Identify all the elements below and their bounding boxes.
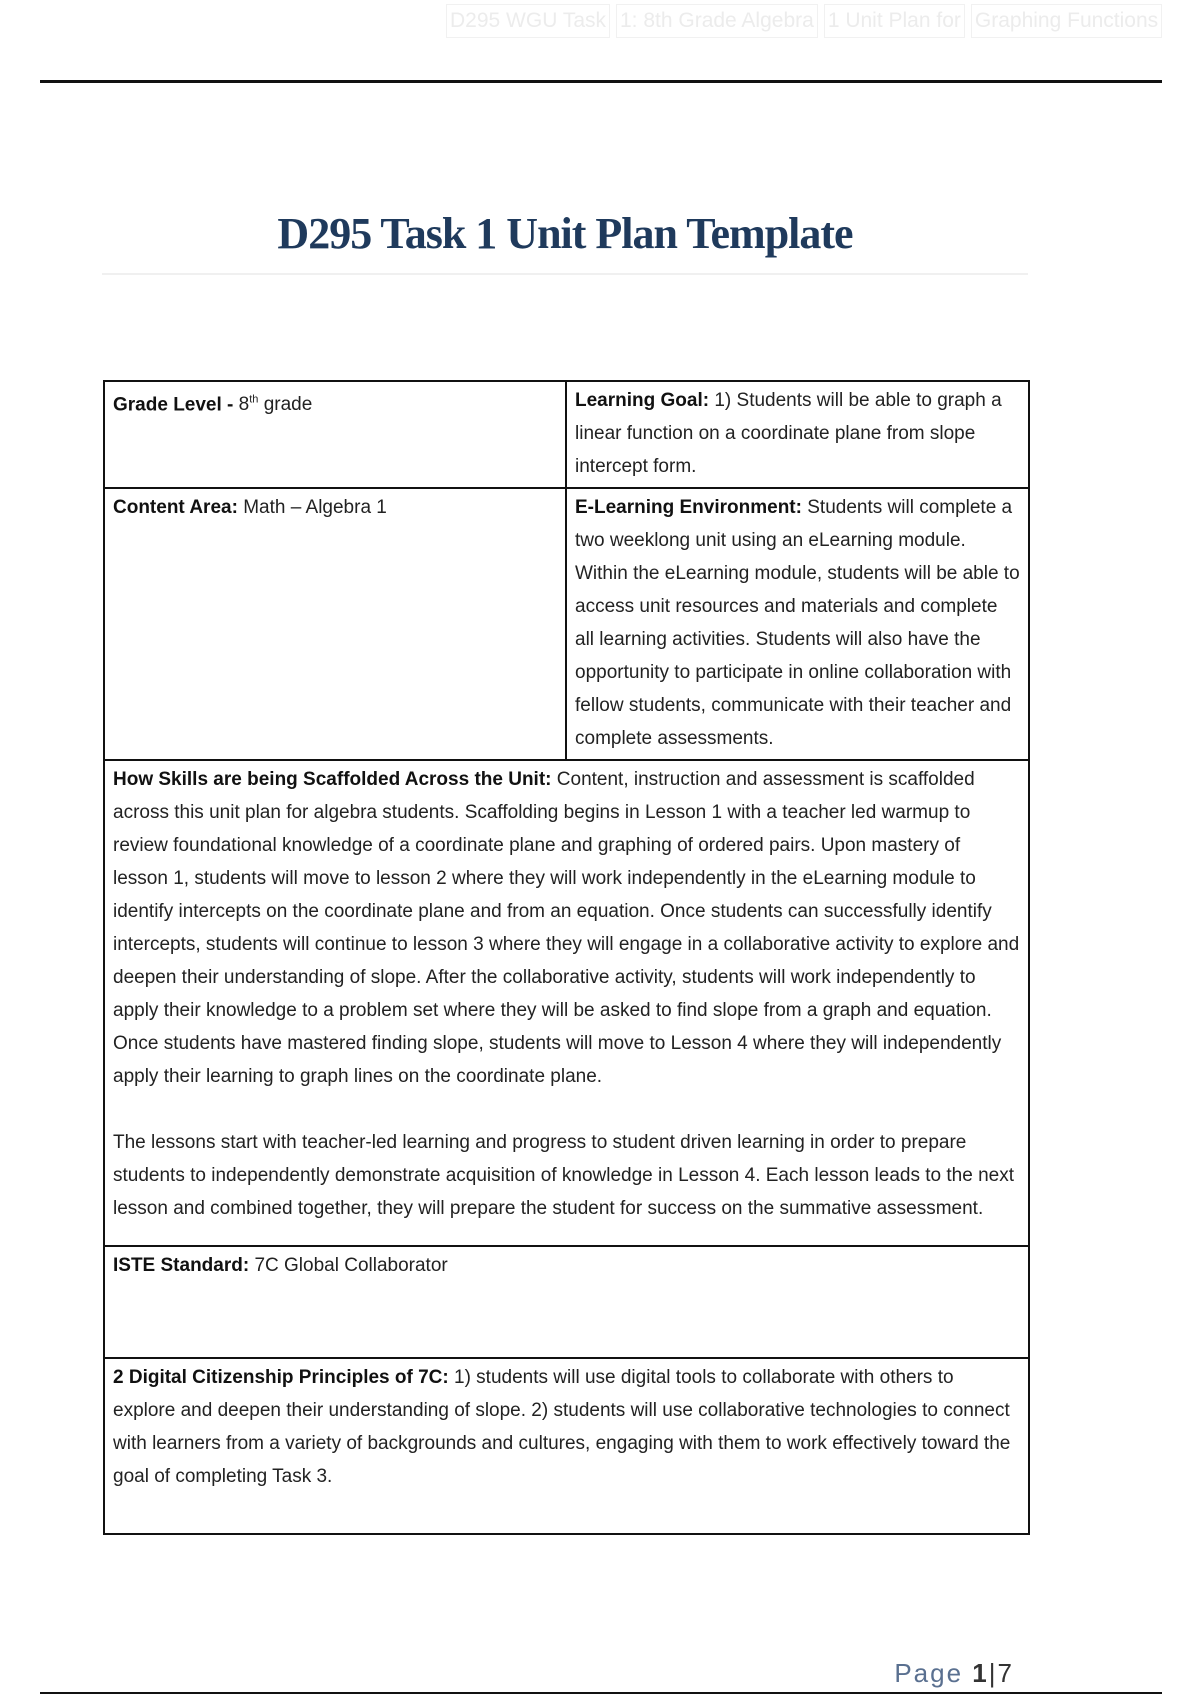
page-total: 7 [997, 1658, 1014, 1688]
grade-suffix: th [249, 394, 259, 406]
scaffolding-paragraph-2: The lessons start with teacher-led learning and progress to student driven learning in order to prepare students to independently demonstrate acquisition of knowledge in Lesson 4. Each lesson leads to the next lesson and combined together, they will prepare the student for success on the summative assessment. [113, 1132, 1014, 1219]
page-word: Page [894, 1658, 973, 1688]
iste-standard-label: ISTE Standard: [113, 1255, 250, 1276]
scaffolding-paragraph-1 [113, 763, 1020, 1093]
document-title: D295 Task 1 Unit Plan Template [277, 209, 853, 258]
scaffolding-text-1: Content, instruction and assessment is scaffolded across this unit plan for algebra students. Scaffolding begins in Lesson 1 with a teacher led warmup to review foundational knowledge of a coordinate plane and graphing of ordered pairs. Upon mastery of lesson 1, students will move to lesson 2 where they will work independently in the eLearning module to identify intercepts on the coordinate plane and from an equation. Once students can successfully identify intercepts, students will continue to lesson 3 where they will engage in a collaborative activity to explore and deepen their understanding of slope. After the collaborative activity, students will work independently to apply their knowledge to a problem set where they will be asked to find slope from a graph and equation. Once students have mastered finding slope, students will move to Lesson 4 where they will independently apply their learning to graph lines on the coordinate plane. [113, 769, 1020, 1087]
elearning-environment-cell [566, 488, 1029, 760]
page-separator: | [988, 1658, 998, 1688]
learning-goal-label: Learning Goal: [575, 390, 710, 411]
scaffolding-cell [104, 760, 1029, 1246]
table-row [104, 381, 1029, 488]
grade-level-cell [104, 381, 566, 488]
title-block [102, 208, 1028, 275]
watermark-header [446, 4, 1162, 38]
grade-number: 8 [238, 394, 250, 416]
citizenship-label: 2 Digital Citizenship Principles of 7C: [113, 1367, 449, 1388]
table-row [104, 1358, 1029, 1534]
citizenship-value: 1) students will use digital tools to collaborate with others to explore and deepen their understanding of slope. 2) students will use collaborative technologies to connect with learners from a variety of backgrounds and cultures, engaging with them to work effectively toward the goal of completing Task 3. [113, 1367, 1011, 1487]
footer-rule [40, 1692, 1162, 1694]
grade-level-label: Grade Level - [113, 394, 234, 416]
iste-standard-value: 7C Global Collaborator [249, 1255, 448, 1276]
watermark-chip: Graphing Functions [971, 4, 1162, 38]
page-number [894, 1658, 1014, 1689]
watermark-chip: 1: 8th Grade Algebra [616, 4, 818, 38]
elearning-environment-label: E-Learning Environment: [575, 497, 802, 518]
content-area-label: Content Area: [113, 497, 238, 518]
scaffolding-label: How Skills are being Scaffolded Across the Unit: [113, 769, 552, 790]
learning-goal-value: 1) Students will be able to graph a linear function on a coordinate plane from slope intercept form. [575, 390, 1002, 477]
content-area-cell [104, 488, 566, 760]
page-current: 1 [972, 1658, 989, 1688]
learning-goal-cell [566, 381, 1029, 488]
content-area-value: Math – Algebra 1 [237, 497, 387, 518]
iste-standard-cell [104, 1246, 1029, 1358]
watermark-chip: 1 Unit Plan for [824, 4, 965, 38]
grade-rest: grade [258, 394, 313, 416]
unit-plan-table [103, 380, 1030, 1535]
grade-level-value [239, 394, 313, 415]
citizenship-cell [104, 1358, 1029, 1534]
table-row [104, 488, 1029, 760]
watermark-chip: D295 WGU Task [446, 4, 610, 38]
table-row [104, 1246, 1029, 1358]
header-rule [40, 80, 1162, 83]
elearning-environment-value: Students will complete a two weeklong unit using an eLearning module. Within the eLearning module, students will be able to access unit resources and materials and complete all learning activities. Students will also have the opportunity to participate in online collaboration with fellow students, communicate with their teacher and complete assessments. [575, 497, 1020, 749]
table-row [104, 760, 1029, 1246]
